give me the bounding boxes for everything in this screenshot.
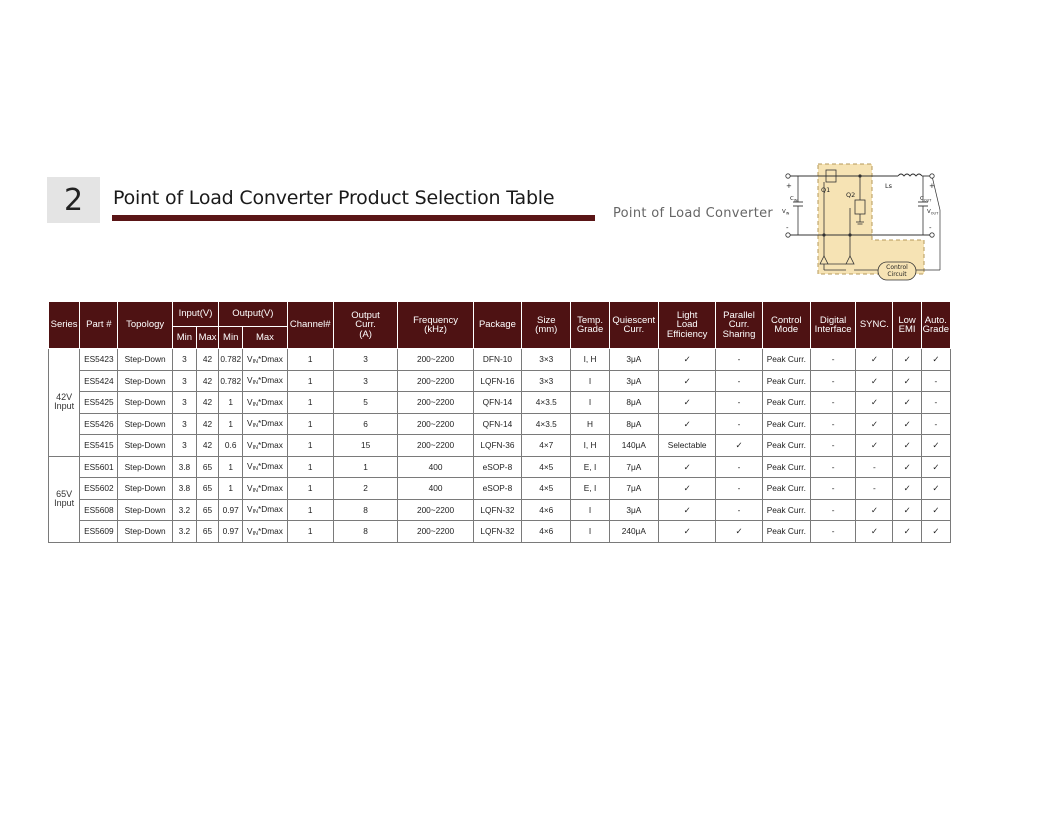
table-row: [49, 456, 951, 478]
cell-sync: ✓: [856, 499, 893, 521]
cell-in-max: 42: [196, 413, 218, 435]
cell-emi: ✓: [893, 370, 921, 392]
cell-quiescent: 8μA: [609, 413, 658, 435]
table-body: [49, 349, 951, 543]
cell-part: ES5415: [80, 435, 118, 457]
cell-sync: ✓: [856, 349, 893, 371]
cell-curr: 1: [333, 456, 397, 478]
plus-left: +: [786, 182, 792, 190]
plus-right: +: [929, 182, 935, 190]
title-underline: [112, 215, 595, 221]
cell-part: ES5602: [80, 478, 118, 500]
th-quiescent: Quiescent Curr.: [609, 302, 658, 349]
cell-sync: ✓: [856, 392, 893, 414]
vout-sub: OUT: [930, 211, 939, 216]
cell-light: Selectable: [658, 435, 715, 457]
cell-auto: -: [921, 392, 950, 414]
cell-part: ES5423: [80, 349, 118, 371]
cell-in-max: 42: [196, 392, 218, 414]
svg-text:VOUT: [927, 209, 939, 216]
cell-parallel: -: [716, 349, 762, 371]
q2-label: Q2: [846, 191, 856, 199]
cell-control: Peak Curr.: [762, 478, 810, 500]
cell-in-max: 42: [196, 349, 218, 371]
th-parallel: Parallel Curr. Sharing: [716, 302, 762, 349]
cell-freq: 400: [398, 478, 474, 500]
table-row: [49, 349, 951, 371]
q1-label: Q1: [821, 186, 831, 194]
cell-out-min: 0.782: [219, 349, 243, 371]
terminal-vout-plus: [930, 174, 934, 178]
th-frequency: Frequency (kHz): [398, 302, 474, 349]
cell-in-max: 42: [196, 370, 218, 392]
cell-light: ✓: [658, 349, 715, 371]
cell-out-min: 0.97: [219, 499, 243, 521]
cell-curr: 6: [333, 413, 397, 435]
minus-left: -: [786, 224, 789, 232]
th-output-min: Min: [219, 327, 243, 349]
section-title: Point of Load Converter Product Selection Table: [113, 187, 555, 209]
cell-channel: 1: [287, 392, 333, 414]
cell-out-min: 1: [219, 478, 243, 500]
cell-sync: ✓: [856, 370, 893, 392]
cell-in-min: 3: [172, 413, 196, 435]
cell-digital: -: [810, 435, 855, 457]
cell-control: Peak Curr.: [762, 521, 810, 543]
cell-channel: 1: [287, 435, 333, 457]
cell-temp: I, H: [571, 435, 609, 457]
cell-emi: ✓: [893, 521, 921, 543]
terminal-vin-plus: [786, 174, 790, 178]
table-header-row: [49, 302, 951, 327]
cell-auto: ✓: [921, 478, 950, 500]
cell-curr: 3: [333, 349, 397, 371]
svg-text:CIN: [790, 196, 798, 203]
cell-freq: 200~2200: [398, 370, 474, 392]
cell-size: 4×6: [522, 521, 571, 543]
cell-control: Peak Curr.: [762, 349, 810, 371]
cell-in-max: 65: [196, 478, 218, 500]
cell-temp: I: [571, 499, 609, 521]
cell-temp: I: [571, 521, 609, 543]
cell-auto: -: [921, 370, 950, 392]
cell-freq: 200~2200: [398, 521, 474, 543]
cell-auto: ✓: [921, 499, 950, 521]
cin-label: C: [790, 196, 794, 202]
cell-out-max: $V_{IN}*Dmax$: [243, 349, 287, 371]
th-output: Output(V): [219, 302, 287, 327]
th-output-max: Max: [243, 327, 287, 349]
table-row: [49, 435, 951, 457]
series-cell: 42V Input: [49, 349, 80, 457]
th-channel: Channel#: [287, 302, 333, 349]
series-cell: 65V Input: [49, 456, 80, 542]
cell-in-min: 3: [172, 435, 196, 457]
cell-digital: -: [810, 392, 855, 414]
cell-channel: 1: [287, 499, 333, 521]
cell-digital: -: [810, 370, 855, 392]
cell-light: ✓: [658, 478, 715, 500]
cell-size: 3×3: [522, 370, 571, 392]
table-row: [49, 499, 951, 521]
cell-in-min: 3: [172, 349, 196, 371]
cell-sync: -: [856, 478, 893, 500]
cell-curr: 15: [333, 435, 397, 457]
control-label-1: Control: [886, 264, 908, 271]
cell-out-min: 0.782: [219, 370, 243, 392]
cell-package: LQFN-32: [473, 499, 521, 521]
th-series: Series: [49, 302, 80, 349]
table-row: [49, 392, 951, 414]
cell-auto: ✓: [921, 521, 950, 543]
circuit-diagram-svg: [780, 160, 950, 292]
cell-topology: Step-Down: [118, 478, 172, 500]
cell-out-min: 0.97: [219, 521, 243, 543]
cell-control: Peak Curr.: [762, 499, 810, 521]
cell-temp: I, H: [571, 349, 609, 371]
th-auto: Auto. Grade: [921, 302, 950, 349]
cell-parallel: -: [716, 456, 762, 478]
cell-topology: Step-Down: [118, 370, 172, 392]
cell-temp: E, I: [571, 456, 609, 478]
cell-freq: 400: [398, 456, 474, 478]
cell-in-max: 42: [196, 435, 218, 457]
cell-topology: Step-Down: [118, 349, 172, 371]
cell-light: ✓: [658, 392, 715, 414]
cell-digital: -: [810, 521, 855, 543]
cell-freq: 200~2200: [398, 435, 474, 457]
cell-light: ✓: [658, 413, 715, 435]
cell-package: eSOP-8: [473, 456, 521, 478]
cell-parallel: -: [716, 499, 762, 521]
th-topology: Topology: [118, 302, 172, 349]
cell-light: ✓: [658, 370, 715, 392]
cell-freq: 200~2200: [398, 349, 474, 371]
cell-size: 4×5: [522, 478, 571, 500]
cell-out-max: $V_{IN}*Dmax$: [243, 478, 287, 500]
cell-parallel: ✓: [716, 435, 762, 457]
cell-light: ✓: [658, 499, 715, 521]
highlight-region: [818, 164, 924, 274]
th-temp: Temp. Grade: [571, 302, 609, 349]
cell-quiescent: 240μA: [609, 521, 658, 543]
cell-channel: 1: [287, 349, 333, 371]
ls-label: Ls: [885, 182, 893, 190]
cell-quiescent: 3μA: [609, 370, 658, 392]
th-digital: Digital Interface: [810, 302, 855, 349]
cell-out-max: $V_{IN}*Dmax$: [243, 456, 287, 478]
cell-part: ES5424: [80, 370, 118, 392]
cell-emi: ✓: [893, 499, 921, 521]
table-row: [49, 478, 951, 500]
cell-emi: ✓: [893, 456, 921, 478]
cin-sub: IN: [793, 198, 798, 203]
cell-out-min: 1: [219, 392, 243, 414]
cell-temp: I: [571, 392, 609, 414]
table-row: [49, 370, 951, 392]
svg-text:VIN: [782, 209, 790, 216]
cell-out-max: $V_{IN}*Dmax$: [243, 370, 287, 392]
th-control: Control Mode: [762, 302, 810, 349]
th-input-min: Min: [172, 327, 196, 349]
cell-part: ES5601: [80, 456, 118, 478]
cell-topology: Step-Down: [118, 413, 172, 435]
cell-digital: -: [810, 349, 855, 371]
circuit-diagram: [780, 160, 950, 292]
cell-part: ES5609: [80, 521, 118, 543]
cell-freq: 200~2200: [398, 499, 474, 521]
cell-control: Peak Curr.: [762, 370, 810, 392]
cell-auto: ✓: [921, 435, 950, 457]
cell-control: Peak Curr.: [762, 413, 810, 435]
cell-sync: ✓: [856, 521, 893, 543]
cell-out-max: $V_{IN}*Dmax$: [243, 435, 287, 457]
cell-out-min: 0.6: [219, 435, 243, 457]
section-subtitle: Point of Load Converter: [613, 206, 774, 221]
cell-temp: H: [571, 413, 609, 435]
vout-label: V: [927, 209, 931, 215]
cell-size: 4×5: [522, 456, 571, 478]
cell-in-min: 3.2: [172, 521, 196, 543]
cell-emi: ✓: [893, 435, 921, 457]
cell-emi: ✓: [893, 392, 921, 414]
cell-in-min: 3.8: [172, 456, 196, 478]
th-part: Part #: [80, 302, 118, 349]
cell-topology: Step-Down: [118, 435, 172, 457]
cell-out-min: 1: [219, 413, 243, 435]
cell-size: 4×3.5: [522, 392, 571, 414]
cell-part: ES5425: [80, 392, 118, 414]
cell-part: ES5426: [80, 413, 118, 435]
cell-quiescent: 7μA: [609, 456, 658, 478]
cell-package: LQFN-32: [473, 521, 521, 543]
cell-curr: 8: [333, 521, 397, 543]
cell-quiescent: 3μA: [609, 349, 658, 371]
cell-light: ✓: [658, 521, 715, 543]
cell-curr: 3: [333, 370, 397, 392]
cell-curr: 2: [333, 478, 397, 500]
cell-size: 4×6: [522, 499, 571, 521]
cell-channel: 1: [287, 478, 333, 500]
cell-freq: 200~2200: [398, 392, 474, 414]
cell-emi: ✓: [893, 413, 921, 435]
cell-digital: -: [810, 478, 855, 500]
cell-in-min: 3.2: [172, 499, 196, 521]
cell-in-min: 3: [172, 392, 196, 414]
cell-parallel: -: [716, 392, 762, 414]
cell-freq: 200~2200: [398, 413, 474, 435]
control-label-2: Circuit: [887, 271, 907, 278]
cell-auto: ✓: [921, 349, 950, 371]
cell-digital: -: [810, 499, 855, 521]
cell-in-min: 3.8: [172, 478, 196, 500]
terminal-vout-minus: [930, 233, 934, 237]
minus-right: -: [929, 224, 932, 232]
th-package: Package: [473, 302, 521, 349]
cell-digital: -: [810, 413, 855, 435]
cell-out-max: $V_{IN}*Dmax$: [243, 392, 287, 414]
cell-channel: 1: [287, 521, 333, 543]
cell-control: Peak Curr.: [762, 392, 810, 414]
cell-size: 3×3: [522, 349, 571, 371]
cell-temp: I: [571, 370, 609, 392]
cell-quiescent: 140μA: [609, 435, 658, 457]
cell-sync: ✓: [856, 435, 893, 457]
cell-out-min: 1: [219, 456, 243, 478]
vin-label: V: [782, 209, 786, 215]
svg-text:COUT: [920, 196, 932, 203]
th-input: Input(V): [172, 302, 218, 327]
cell-in-min: 3: [172, 370, 196, 392]
th-size: Size (mm): [522, 302, 571, 349]
cell-in-max: 65: [196, 499, 218, 521]
inductor-ls: [898, 174, 922, 176]
cell-channel: 1: [287, 456, 333, 478]
section-number: 2: [47, 177, 100, 223]
cell-channel: 1: [287, 370, 333, 392]
cell-emi: ✓: [893, 478, 921, 500]
th-light-load: Light Load Efficiency: [658, 302, 715, 349]
cell-out-max: $V_{IN}*Dmax$: [243, 521, 287, 543]
cell-package: LQFN-36: [473, 435, 521, 457]
cell-part: ES5608: [80, 499, 118, 521]
cell-auto: -: [921, 413, 950, 435]
cell-topology: Step-Down: [118, 499, 172, 521]
cell-curr: 8: [333, 499, 397, 521]
cout-sub: OUT: [923, 198, 932, 203]
cell-channel: 1: [287, 413, 333, 435]
th-output-curr: Output Curr. (A): [333, 302, 397, 349]
cell-package: DFN-10: [473, 349, 521, 371]
cell-package: LQFN-16: [473, 370, 521, 392]
cell-sync: ✓: [856, 413, 893, 435]
th-sync: SYNC.: [856, 302, 893, 349]
cell-curr: 5: [333, 392, 397, 414]
vin-sub: IN: [785, 211, 790, 216]
cell-size: 4×3.5: [522, 413, 571, 435]
th-input-max: Max: [196, 327, 218, 349]
terminal-vin-minus: [786, 233, 790, 237]
cell-out-max: $V_{IN}*Dmax$: [243, 413, 287, 435]
cell-out-max: $V_{IN}*Dmax$: [243, 499, 287, 521]
cout-label: C: [920, 196, 924, 202]
cell-sync: -: [856, 456, 893, 478]
cell-control: Peak Curr.: [762, 435, 810, 457]
cell-parallel: -: [716, 413, 762, 435]
cell-in-max: 65: [196, 521, 218, 543]
cell-package: QFN-14: [473, 413, 521, 435]
cell-quiescent: 3μA: [609, 499, 658, 521]
cell-topology: Step-Down: [118, 392, 172, 414]
cell-parallel: ✓: [716, 521, 762, 543]
cell-topology: Step-Down: [118, 456, 172, 478]
cell-package: QFN-14: [473, 392, 521, 414]
cell-emi: ✓: [893, 349, 921, 371]
cell-temp: E, I: [571, 478, 609, 500]
cell-parallel: -: [716, 478, 762, 500]
cell-size: 4×7: [522, 435, 571, 457]
cell-light: ✓: [658, 456, 715, 478]
table-row: [49, 521, 951, 543]
cell-package: eSOP-8: [473, 478, 521, 500]
cell-quiescent: 7μA: [609, 478, 658, 500]
cell-digital: -: [810, 456, 855, 478]
product-selection-table: [48, 301, 951, 543]
cell-parallel: -: [716, 370, 762, 392]
th-emi: Low EMI: [893, 302, 921, 349]
cell-topology: Step-Down: [118, 521, 172, 543]
cell-control: Peak Curr.: [762, 456, 810, 478]
table-row: [49, 413, 951, 435]
cell-in-max: 65: [196, 456, 218, 478]
cell-quiescent: 8μA: [609, 392, 658, 414]
cell-auto: ✓: [921, 456, 950, 478]
